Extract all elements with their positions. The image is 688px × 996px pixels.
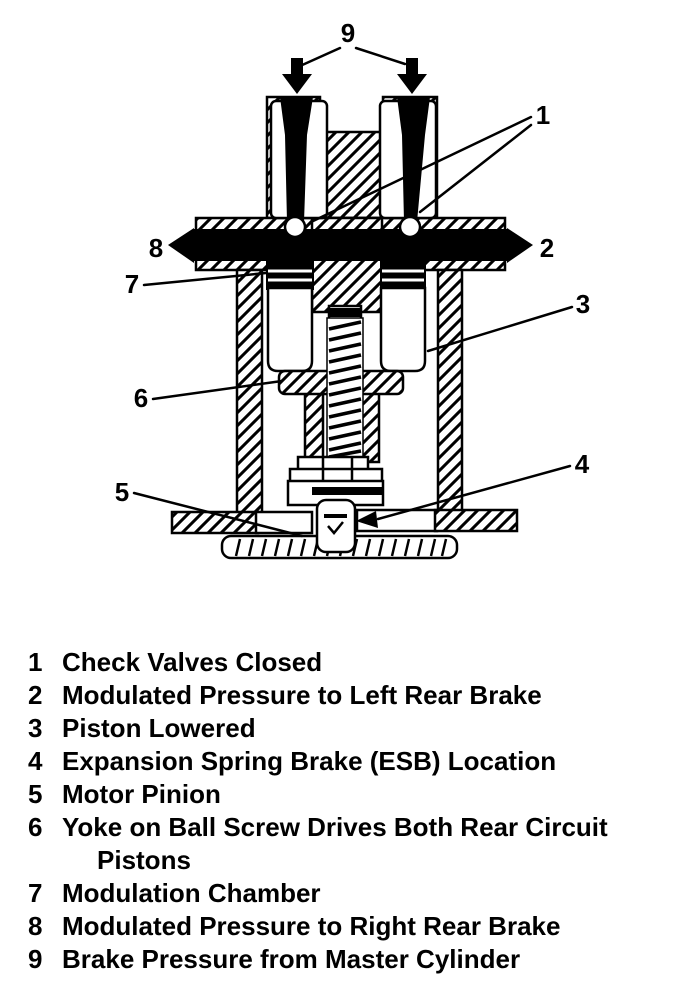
callout-label-5: 5: [114, 477, 130, 507]
legend-item-5: [28, 778, 688, 811]
legend-item-number: 8: [28, 911, 43, 941]
flow-arrow-left: [168, 228, 194, 263]
piston-left: [268, 288, 312, 371]
legend-item-4: [28, 745, 688, 778]
legend-item-text: Modulated Pressure to Left Rear Brake: [62, 680, 542, 710]
legend-item-number: 1: [28, 647, 43, 677]
leader-9-right: [356, 48, 405, 64]
legend-item-number: 4: [28, 746, 43, 776]
esb-spring-band: [312, 487, 382, 495]
motor-pinion: [317, 500, 355, 552]
legend-item-text: Modulated Pressure to Right Rear Brake: [62, 911, 561, 941]
inlet-arrow-right: [397, 74, 427, 94]
legend-item-6: [28, 811, 688, 877]
housing-right-wall: [438, 270, 462, 513]
pressure-gallery: [194, 229, 507, 261]
legend-item-text: Modulation Chamber: [62, 878, 321, 908]
callout-label-7: 7: [124, 269, 140, 299]
legend-item-text: Yoke on Ball Screw Drives Both Rear Circuit Pistons: [62, 812, 608, 875]
legend-item-number: 7: [28, 878, 43, 908]
piston-right: [381, 288, 425, 371]
callout-label-2: 2: [539, 233, 555, 263]
housing-left-wall: [237, 270, 262, 513]
check-valve-ball-right: [400, 217, 420, 237]
legend-item-text: Motor Pinion: [62, 779, 221, 809]
legend-item-number: 3: [28, 713, 43, 743]
legend-item-2: [28, 679, 688, 712]
legend-item-1: [28, 646, 688, 679]
screw-bore-left-column: [305, 392, 323, 462]
ball-screw-cap: [329, 308, 361, 317]
callout-label-3: 3: [575, 289, 591, 319]
legend-item-number: 5: [28, 779, 43, 809]
legend-item-3: [28, 712, 688, 745]
legend-item-number: 6: [28, 812, 43, 842]
leader-9-left: [300, 48, 340, 66]
piston-bore-right: [380, 261, 426, 290]
legend-item-number: 9: [28, 944, 43, 974]
screw-nut: [290, 457, 382, 483]
legend-item-text: Check Valves Closed: [62, 647, 323, 677]
legend-list: [0, 646, 688, 976]
legend-item-number: 2: [28, 680, 43, 710]
legend-item-text: Brake Pressure from Master Cylinder: [62, 944, 521, 974]
callout-label-6: 6: [133, 383, 149, 413]
legend-item-text: Expansion Spring Brake (ESB) Location: [62, 746, 557, 776]
callout-label-4: 4: [574, 449, 590, 479]
legend-item-text: Piston Lowered: [62, 713, 256, 743]
callout-label-9: 9: [340, 18, 356, 48]
legend-item-9: [28, 943, 688, 976]
flow-arrow-right: [507, 228, 533, 263]
callout-label-8: 8: [148, 233, 164, 263]
bottom-ledge-left: [256, 512, 312, 533]
bottom-flange-right: [435, 510, 517, 531]
check-valve-ball-left: [285, 217, 305, 237]
piston-bore-left: [266, 261, 314, 290]
inlet-arrow-right-stem: [406, 58, 418, 75]
legend-item-8: [28, 910, 688, 943]
inlet-arrow-left: [282, 74, 312, 94]
ball-screw: [327, 306, 363, 458]
callout-label-1: 1: [535, 100, 551, 130]
legend-item-7: [28, 877, 688, 910]
